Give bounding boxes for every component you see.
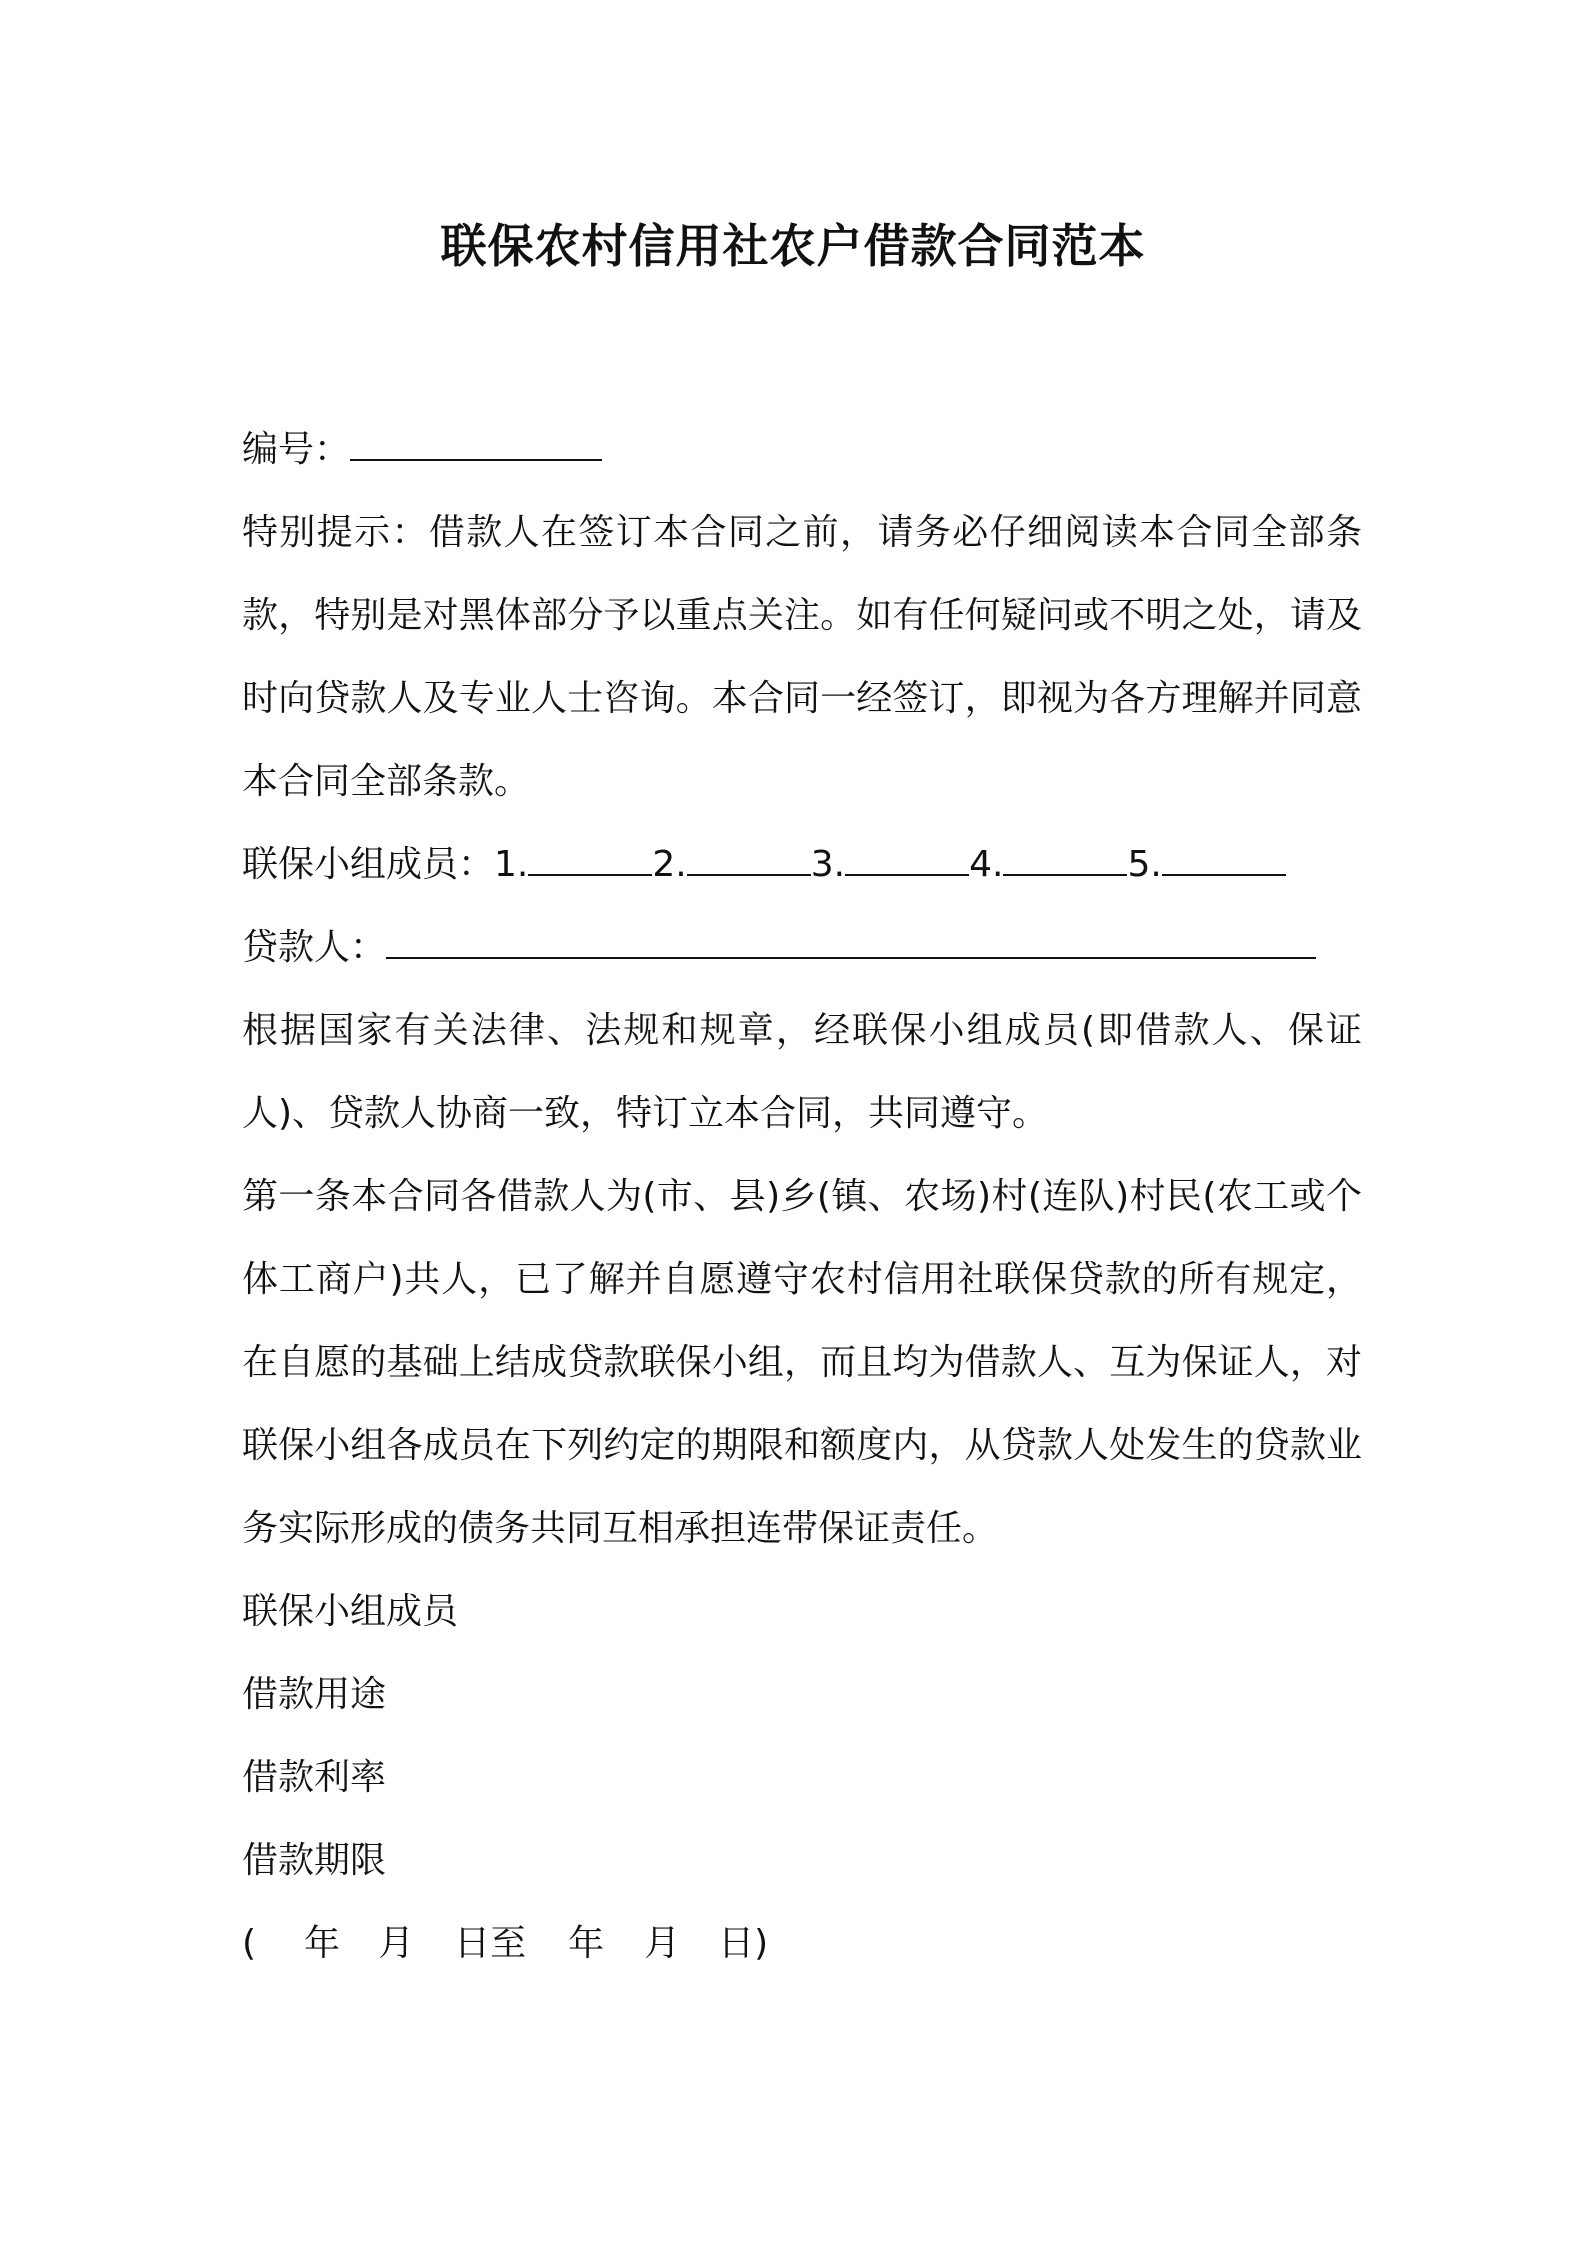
member-num-4: 4.: [969, 844, 1004, 885]
date-month-1: 月: [378, 1923, 415, 1964]
member-num-3: 3.: [810, 844, 846, 885]
lender-line: [242, 906, 1362, 989]
member-num-5: 5.: [1127, 844, 1162, 885]
number-blank: [350, 429, 602, 461]
member-blank-5: [1162, 844, 1286, 876]
member-blank-2: [687, 844, 811, 876]
member-num-1: 1.: [494, 844, 529, 885]
preamble-paragraph: 根据国家有关法律、法规和规章，经联保小组成员(即借款人、保证人)、贷款人协商一致，特订立本合同，共同遵守。: [242, 1010, 1362, 1134]
article-one-paragraph: 第一条本合同各借款人为(市、县)乡(镇、农场)村(连队)村民(农工或个体工商户)共人，已了解并自愿遵守农村信用社联保贷款的所有规定，在自愿的基础上结成贷款联保小组，而且均为借款人、互为保证人，对联保小组各成员在下列约定的期限和额度内，从贷款人处发生的贷款业务实际形成的债务共同互相承担连带保证责任。: [242, 1176, 1362, 1549]
date-year-1: 年: [304, 1923, 341, 1964]
field-rate: 借款利率: [242, 1757, 387, 1798]
number-label: 编号：: [242, 429, 351, 470]
special-notice: 特别提示：借款人在签订本合同之前，请务必仔细阅读本合同全部条款，特别是对黑体部分予以重点关注。如有任何疑问或不明之处，请及时向贷款人及专业人士咨询。本合同一经签订，即视为各方理解并同意本合同全部条款。: [242, 512, 1362, 802]
member-num-2: 2.: [652, 844, 687, 885]
field-purpose: 借款用途: [242, 1674, 387, 1715]
date-year-2: 年: [568, 1923, 605, 1964]
date-open: (: [242, 1923, 257, 1964]
date-day-2: 日): [718, 1923, 769, 1964]
members-label: 联保小组成员：: [242, 844, 495, 885]
member-blank-4: [1003, 844, 1127, 876]
document-body: [242, 408, 1362, 1985]
field-term: 借款期限: [242, 1840, 387, 1881]
member-blank-3: [845, 844, 969, 876]
document-title: 联保农村信用社农户借款合同范本: [440, 219, 1146, 273]
field-members: 联保小组成员: [242, 1591, 459, 1632]
lender-label: 贷款人：: [242, 927, 387, 968]
member-blank-1: [528, 844, 652, 876]
number-line: [242, 408, 1362, 491]
members-line: [242, 823, 1362, 906]
date-range-line: [242, 1902, 1362, 1985]
lender-blank: [386, 927, 1316, 959]
date-month-2: 月: [644, 1923, 681, 1964]
date-day-to: 日至: [454, 1923, 527, 1964]
